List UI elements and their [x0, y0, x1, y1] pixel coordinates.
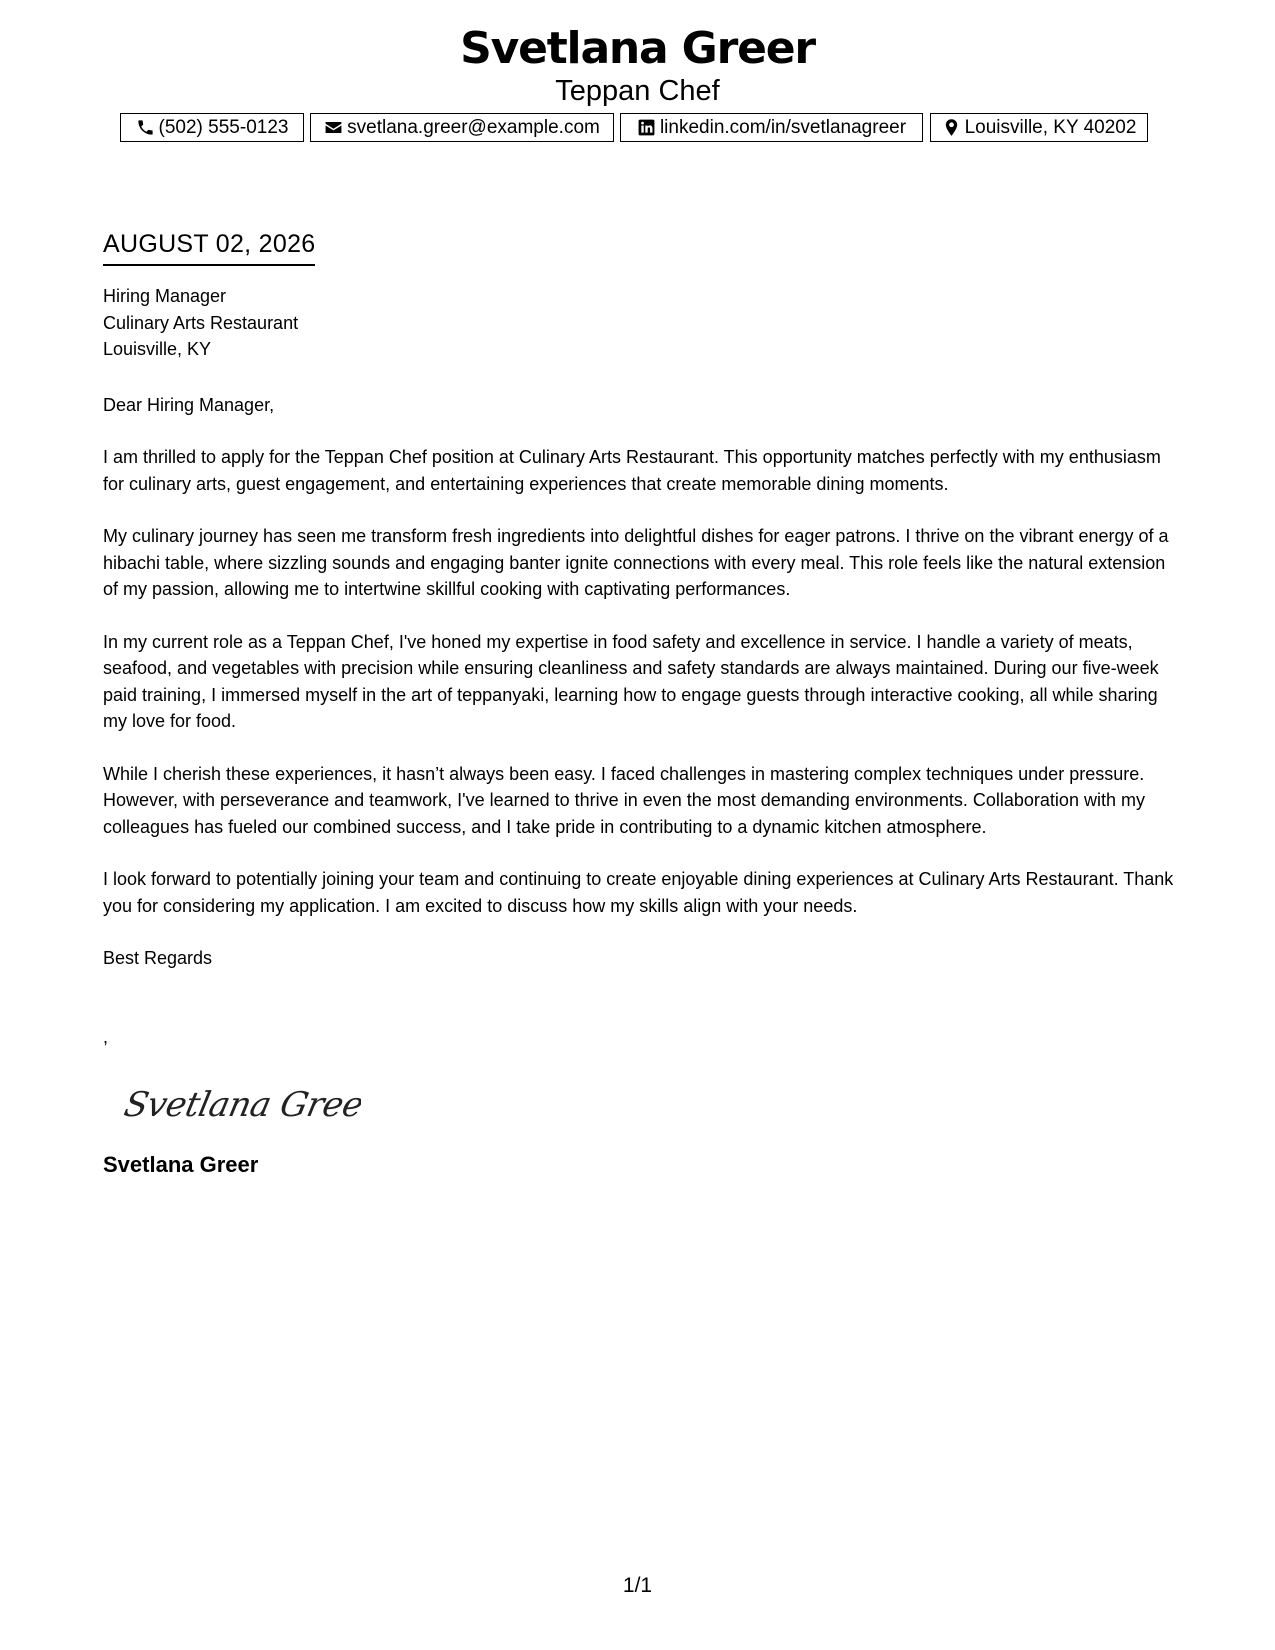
location-text: Louisville, KY 40202 [964, 116, 1137, 138]
phone-text: (502) 555-0123 [158, 116, 289, 138]
contact-phone[interactable] [120, 113, 304, 142]
body-paragraph: I am thrilled to apply for the Teppan Chef position at Culinary Arts Restaurant. This opportunity matches perfectly with my enthusiasm for culinary arts, guest engagement, and entertaining experiences that create memorable dining moments. [103, 447, 1161, 494]
letter-body [103, 228, 1178, 1179]
letter-date: AUGUST 02, 2026 [103, 228, 315, 266]
recipient-block [103, 283, 1178, 363]
linkedin-text: linkedin.com/in/svetlanagreer [659, 116, 907, 138]
envelope-icon [324, 118, 343, 137]
body-paragraph: I look forward to potentially joining your team and continuing to create enjoyable dining experiences at Culinary Arts Restaurant. Thank you for considering my application. I am excited to discuss how my skills align with your needs. [103, 869, 1174, 916]
closing-comma: , [103, 1026, 109, 1047]
phone-icon [136, 118, 155, 137]
handwritten-signature [121, 1076, 1178, 1136]
contact-location[interactable] [930, 113, 1148, 142]
map-pin-icon [942, 118, 961, 137]
closing: Best Regards [103, 948, 213, 968]
body-paragraph: In my current role as a Teppan Chef, I've honed my expertise in food safety and excellence in service. I handle a variety of meats, seafood, and vegetables with precision while ensuring cleanliness and safety standards are always maintained. During our five-week paid training, I immersed myself in the art of teppanyaki, learning how to engage guests through interactive cooking, all while sharing my love for food. [103, 631, 1159, 731]
applicant-name: Svetlana Greer [460, 23, 815, 74]
contact-linkedin[interactable] [620, 113, 923, 142]
recipient-location: Louisville, KY [103, 339, 212, 359]
letter-header [0, 22, 1275, 108]
body-paragraph: My culinary journey has seen me transform fresh ingredients into delightful dishes for eager patrons. I thrive on the vibrant energy of a hibachi table, where sizzling sounds and engaging banter ignite connections with every meal. This role feels like the natural extension of my passion, allowing me to intertwine skillful cooking with captivating performances. [103, 526, 1169, 599]
recipient-company: Culinary Arts Restaurant [103, 312, 299, 333]
page-number: 1/1 [622, 1574, 653, 1597]
recipient-title: Hiring Manager [103, 286, 227, 306]
signature-text: Svetlana Greer [121, 1085, 361, 1125]
applicant-role: Teppan Chef [555, 75, 720, 107]
linkedin-icon [637, 118, 656, 137]
signer-name: Svetlana Greer [103, 1152, 259, 1177]
contact-email[interactable] [310, 113, 614, 142]
body-paragraph: While I cherish these experiences, it hasn’t always been easy. I faced challenges in mastering complex techniques under pressure. However, with perseverance and teamwork, I've learned to thrive in even the most demanding environments. Collaboration with my colleagues has fueled our combined success, and I take pride in contributing to a dynamic kitchen atmosphere. [103, 763, 1145, 837]
signature-image [121, 1076, 361, 1136]
email-text: svetlana.greer@example.com [347, 116, 600, 138]
salutation: Dear Hiring Manager, [103, 394, 275, 415]
